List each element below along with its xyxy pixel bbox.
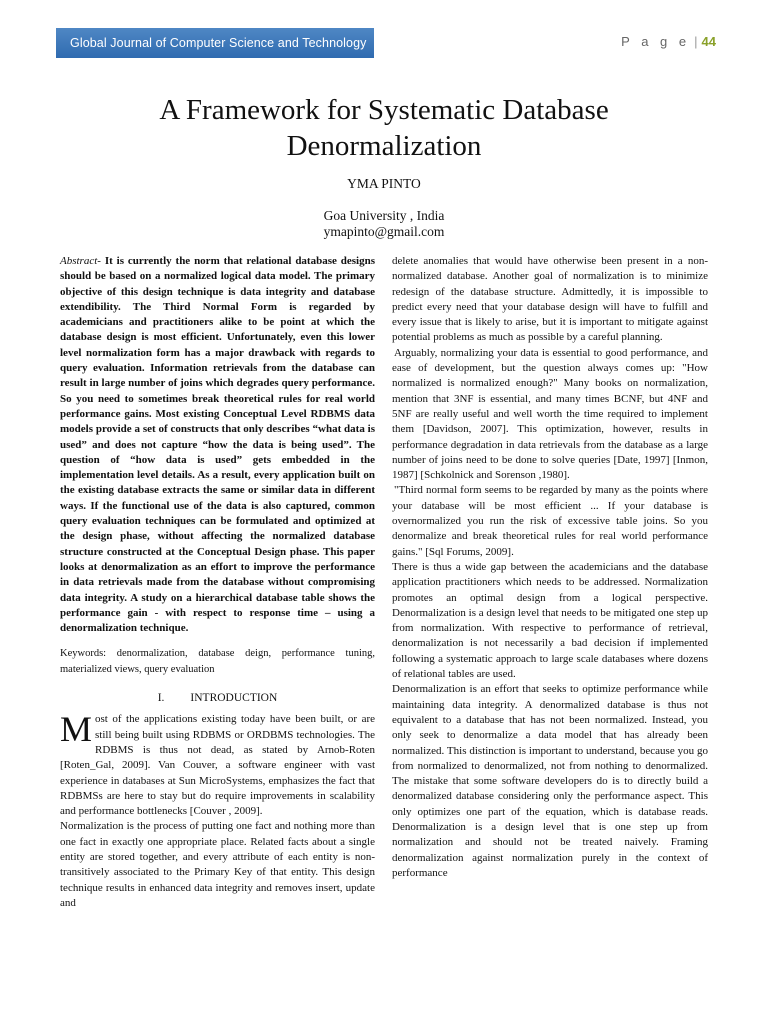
right-paragraph-3: "Third normal form seems to be regarded by many as the points where your database will be most efficient ... If your database is overnormalized you run the risk of excessive table joins. So you denormalize and break theoretical rules for real world performance gains." [Sql Forums, 2009]. — [392, 484, 708, 558]
right-paragraph-2: Arguably, normalizing your data is essential to good performance, and ease of development, but the question always comes up: "How normalized is normalized enough?" Many books on normalization, mention that 3NF is essential, and many times BCNF, but 4NF and 5NF are really useful and well worth the time required to implement them [Davidson, 2007]. This optimization, however, results in performance degradation in data retrievals from the database as a large number of joins need to be done to solve queries [Date, 1997] [Inmon, 1987] [Schkolnick and Sorenson ,1980]. — [392, 346, 708, 482]
left-column — [60, 254, 375, 911]
intro-paragraph-2: Normalization is the process of putting one fact and nothing more than one fact in exactly one appropriate place. Related facts about a single entity are stored together, and every attribute of each entity is non-transitively associated to the Primary Key of that entity. This design technique results in enhanced data integrity and removes insert, update and — [60, 820, 375, 909]
abstract-label: Abstract- — [60, 255, 101, 267]
abstract — [60, 254, 375, 636]
section-number: I. — [157, 692, 165, 705]
section-title: INTRODUCTION — [190, 692, 278, 705]
drop-cap: M — [60, 709, 93, 750]
author-email: ymapinto@gmail.com — [323, 224, 445, 239]
right-paragraph-5: Denormalization is an effort that seeks to optimize performance while maintaining data integrity. A denormalized database is thus not equivalent to a database that has not been normalized. Instead, you only seek to denormalize a data model that has already been normalized. This distinction is important to understand, because you go from normalized to denormalized, not from nothing to denormalized. The mistake that some software developers do is to directly build a denormalized database considering only the performance aspect. This only optimizes one part of the equation, which is database reads. Denormalization is a design level that is one step up from normalization and should not be treated naively. Framing denormalization against normalization purely in the context of performance — [392, 683, 708, 879]
abstract-text: It is currently the norm that relational database designs should be based on a normalized logical data model. The primary objective of this design technique is data integrity and database extendibility. The Third Normal Form is regarded by academicians and practitioners alike to be point at which the database design is most efficient. Unfortunately, even this lower level normalization form has a major drawback with regards to query evaluation. Information retrievals from the database can result in large number of joins which degrades query performance. So you need to sometimes break theoretical rules for real world performance gains. Most existing Conceptual Level RDBMS data models provide a set of constructs that only describes “what data is used” and does not capture “how the data is being used”. The question of “how data is used” gets embedded in the implementation level details. As a result, every application built on the existing database extracts the same or similar data in different ways. If the functional use of the data is also captured, common query evaluation techniques can be formulated and optimized at the design phase, without affecting the normalized database structure constructed at the Conceptual Design phase. This paper looks at denormalization as an effort to improve the performance in data retrievals made from the database without compromising data integrity. A study on a hierarchical database table shows the performance gain - with respect to response time – using a denormalization technique. — [60, 255, 375, 635]
paper-title: A Framework for Systematic Database Denormalization — [159, 94, 609, 162]
page-number-label — [621, 34, 716, 49]
intro-paragraph-1-text: ost of the applications existing today have been built, or are still being built using RDBMS or ORDBMS technologies. The RDBMS is thus not dead, as stated by Arnob-Roten [Roten_Gal, 2009]. Van Couver, a software engineer with vast experience in databases at Sun MicroSystems, emphasizes the fact that RDBMSs are here to stay but do require improvements in scalability and performance bottlenecks [Couver , 2009]. — [60, 713, 375, 818]
section-heading — [60, 691, 375, 706]
author-name: YMA PINTO — [347, 176, 421, 191]
journal-banner — [56, 28, 374, 58]
right-column — [392, 254, 708, 881]
keywords: Keywords: denormalization, database deign, performance tuning, materialized views, query evaluation — [60, 648, 375, 675]
intro-paragraph-1 — [60, 709, 375, 819]
author-affiliation-block — [0, 208, 768, 240]
page-separator: | — [694, 34, 698, 49]
page-word: P a g e — [621, 34, 691, 49]
journal-name: Global Journal of Computer Science and Technology — [70, 36, 367, 50]
affiliation: Goa University , India — [323, 208, 445, 223]
right-paragraph-1: delete anomalies that would have otherwise been present in a non-normalized database. Another goal of normalization is to minimize redesign of the database structure. Admittedly, it is impossible to predict every need that your database design will have to fulfill and every issue that is likely to arise, but it is important to mitigate against potential problems as much as possible by a careful planning. — [392, 255, 708, 344]
page-number: 44 — [701, 34, 716, 49]
right-paragraph-4: There is thus a wide gap between the academicians and the database application practitioners which needs to be addressed. Normalization promotes an optimal design from a logical perspective. Denormalization is a design level that needs to be mitigated one step up from normalization. With respective to performance of retrieval, denormalization is not necessarily a bad decision if implemented following a systematic approach to large scale databases where dozens of relational tables are used. — [392, 560, 708, 681]
